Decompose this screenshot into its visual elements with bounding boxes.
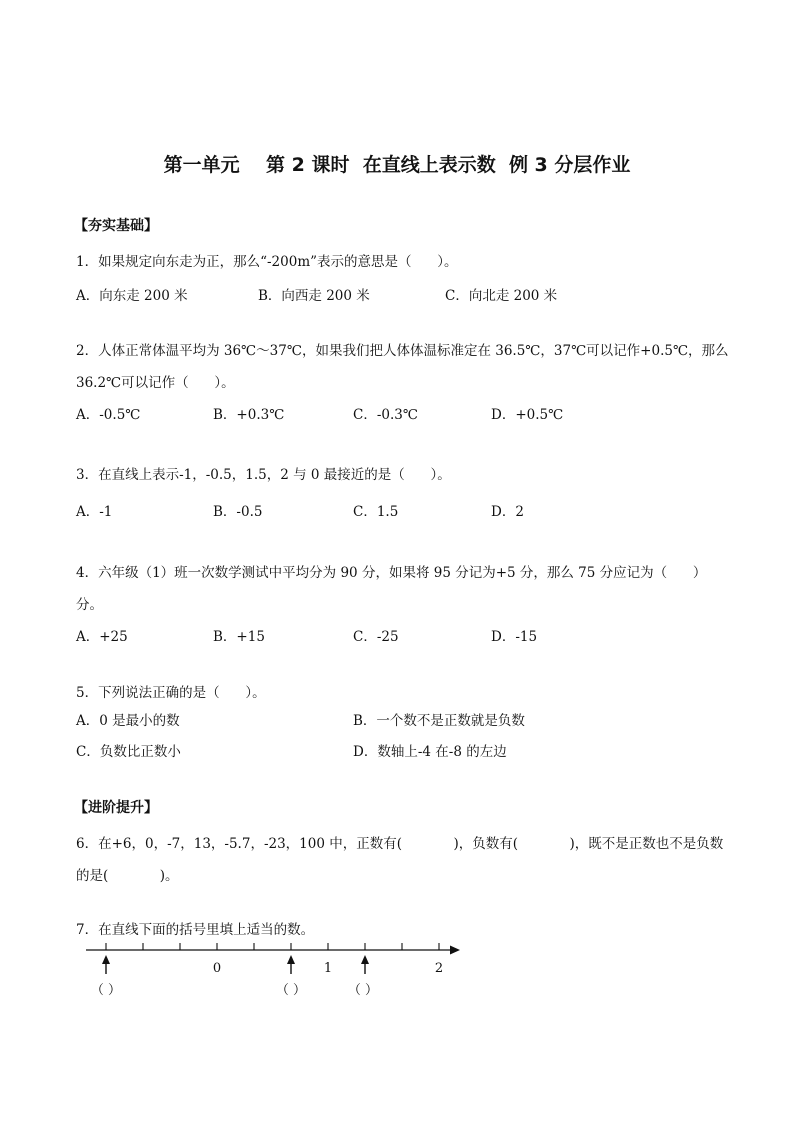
q4-option-c[interactable]: C．-25 bbox=[353, 629, 399, 645]
question-6-stem-line-1: 6．在+6，0，-7，13，-5.7，-23，100 中，正数有( )，负数有( )，既不是正数也不是负数 bbox=[76, 836, 724, 852]
answer-blank-1[interactable]: （ ） bbox=[90, 983, 122, 998]
q2-option-a[interactable]: A．-0.5℃ bbox=[76, 407, 141, 423]
q3-option-d[interactable]: D．2 bbox=[491, 504, 524, 520]
q4-option-d[interactable]: D．-15 bbox=[491, 629, 538, 645]
question-4-stem-line-2: 分。 bbox=[76, 597, 103, 613]
q1-option-b[interactable]: B．向西走 200 米 bbox=[258, 288, 370, 304]
q2-option-c[interactable]: C．-0.3℃ bbox=[353, 407, 418, 423]
q2-option-b[interactable]: B．+0.3℃ bbox=[213, 407, 285, 423]
q1-option-c[interactable]: C．向北走 200 米 bbox=[445, 288, 558, 304]
up-arrow-icon bbox=[361, 955, 369, 974]
up-arrow-icon bbox=[102, 955, 110, 974]
question-4-stem-line-1: 4．六年级（1）班一次数学测试中平均分为 90 分，如果将 95 分记为+5 分，那么 75 分应记为（ ） bbox=[76, 565, 707, 581]
question-2-stem-line-2: 36.2℃可以记作（ ）。 bbox=[76, 375, 235, 391]
section-basic-heading: 【夯实基础】 bbox=[74, 218, 158, 234]
question-7-stem: 7．在直线下面的括号里填上适当的数。 bbox=[76, 922, 315, 938]
q1-option-a[interactable]: A．向东走 200 米 bbox=[76, 288, 188, 304]
q5-option-a[interactable]: A．0 是最小的数 bbox=[76, 713, 180, 729]
page-title: 第一单元 第 2 课时 在直线上表示数 例 3 分层作业 bbox=[163, 154, 631, 176]
q2-option-d[interactable]: D．+0.5℃ bbox=[491, 407, 564, 423]
question-1-stem: 1．如果规定向东走为正，那么“-200m”表示的意思是（ ）。 bbox=[76, 254, 458, 270]
q3-option-a[interactable]: A．-1 bbox=[76, 504, 113, 520]
number-line-arrowhead bbox=[450, 946, 460, 955]
tick-label-1: 1 bbox=[323, 961, 333, 976]
q5-option-d[interactable]: D．数轴上-4 在-8 的左边 bbox=[353, 744, 507, 760]
question-3-stem: 3．在直线上表示-1，-0.5，1.5，2 与 0 最接近的是（ ）。 bbox=[76, 467, 451, 483]
tick-label-0: 0 bbox=[212, 961, 222, 976]
section-advanced-heading: 【进阶提升】 bbox=[74, 800, 158, 816]
q4-option-b[interactable]: B．+15 bbox=[213, 629, 265, 645]
question-6-stem-line-2: 的是( )。 bbox=[76, 868, 179, 884]
question-2-stem-line-1: 2．人体正常体温平均为 36℃～37℃，如果我们把人体体温标准定在 36.5℃，37℃可以记作+0.5℃，那么 bbox=[76, 343, 729, 359]
q4-option-a[interactable]: A．+25 bbox=[76, 629, 128, 645]
tick-label-2: 2 bbox=[434, 961, 444, 976]
q3-option-c[interactable]: C．1.5 bbox=[353, 504, 399, 520]
question-5-stem: 5．下列说法正确的是（ ）。 bbox=[76, 685, 266, 701]
number-line-ticks bbox=[106, 943, 439, 950]
q3-option-b[interactable]: B．-0.5 bbox=[213, 504, 263, 520]
up-arrow-icon bbox=[287, 955, 295, 974]
answer-blank-3[interactable]: （ ） bbox=[347, 983, 379, 998]
answer-blank-2[interactable]: （ ） bbox=[275, 983, 307, 998]
q5-option-b[interactable]: B．一个数不是正数就是负数 bbox=[353, 713, 525, 729]
q5-option-c[interactable]: C．负数比正数小 bbox=[76, 744, 181, 760]
